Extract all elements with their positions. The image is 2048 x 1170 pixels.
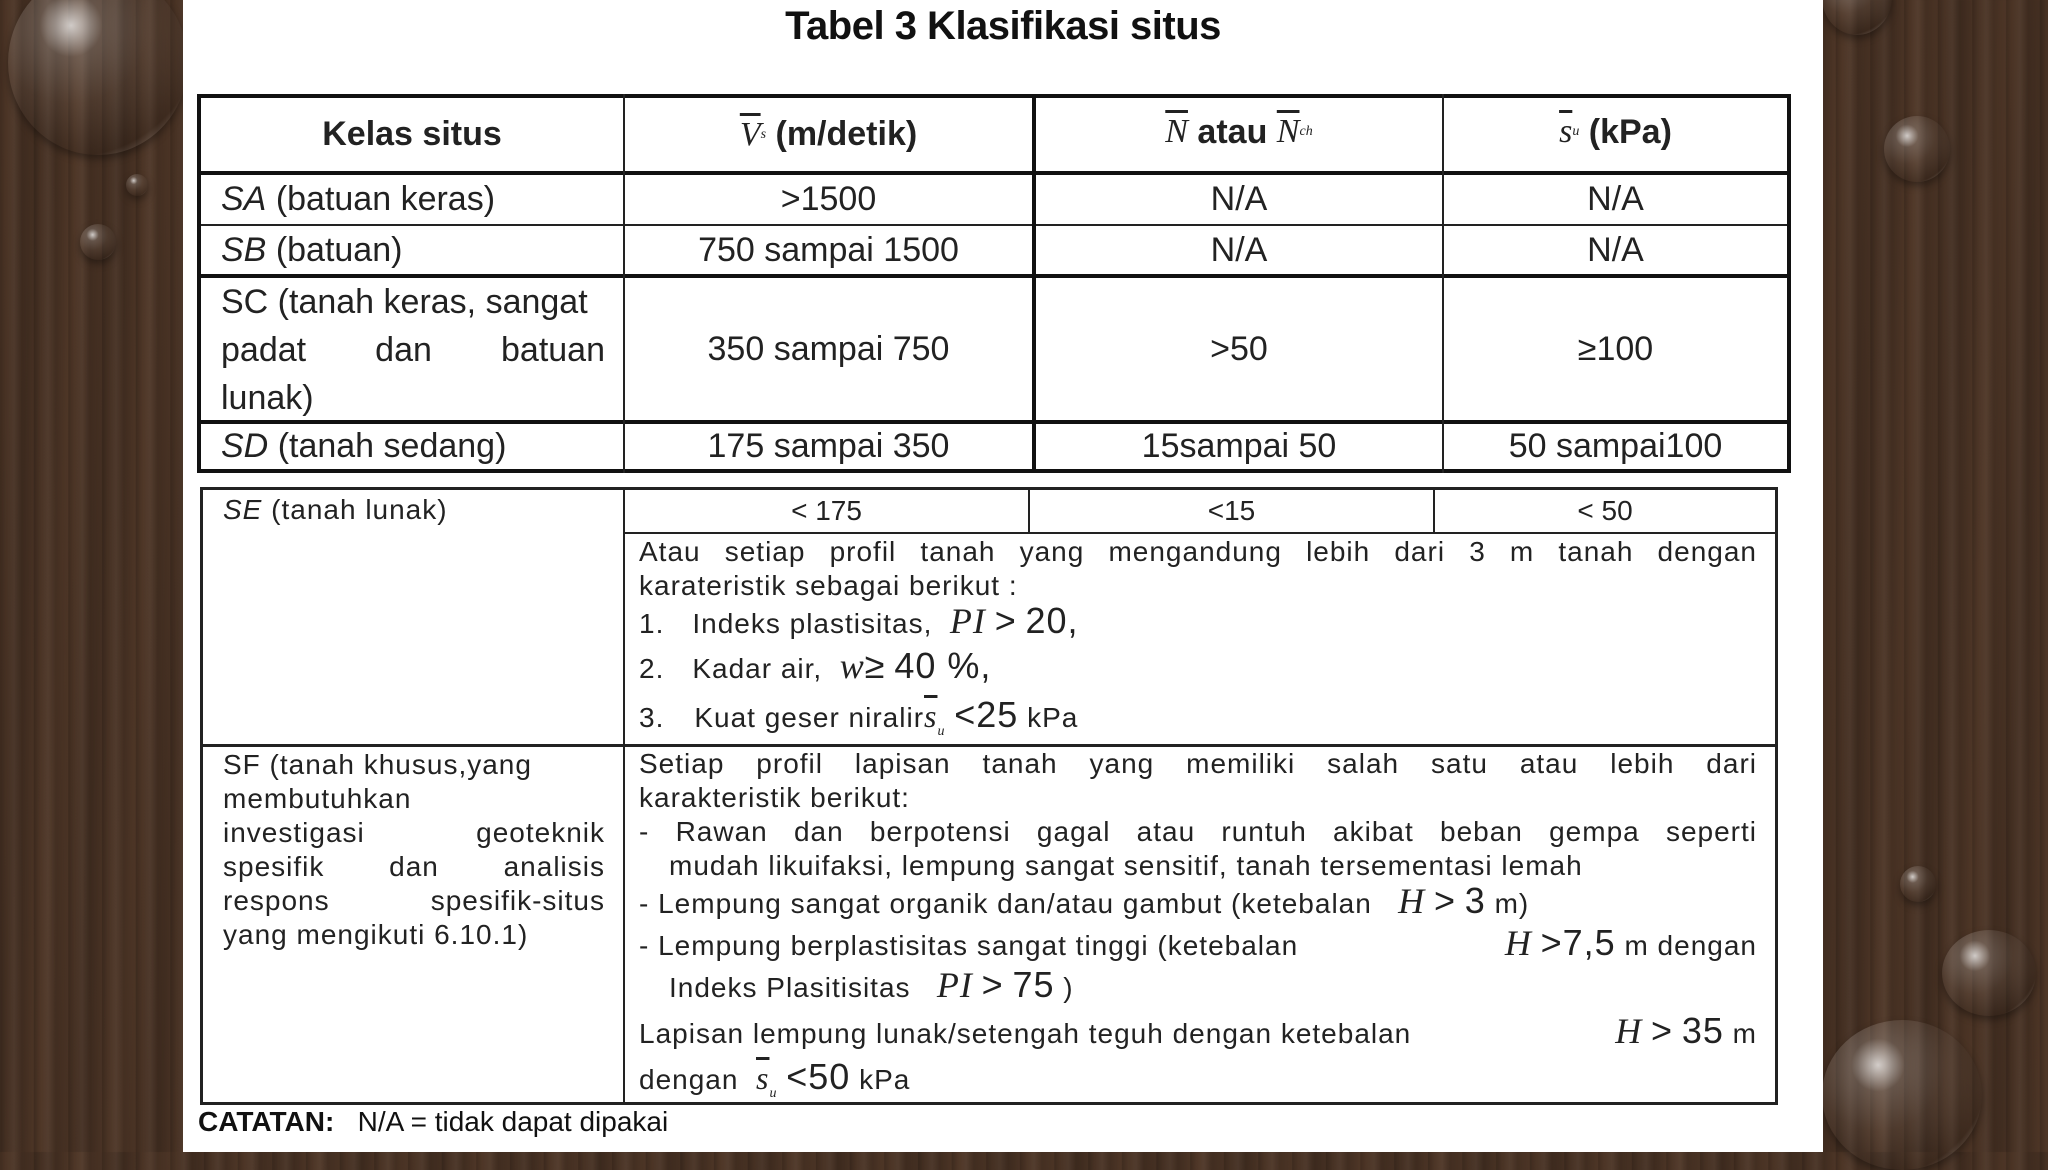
header-n [1036, 98, 1442, 166]
table-footnote [198, 1106, 668, 1138]
water-drop-decoration [126, 174, 148, 196]
sf-bullet-2-text: - Lempung sangat organik dan/atau gambut (ketebalan [639, 888, 1372, 919]
sf-bullet-3b-math: PI [936, 965, 973, 1005]
sf-bullet-3b-close: ) [1063, 972, 1074, 1003]
sf-bullet-2-operator: > [1433, 880, 1456, 921]
row-se-su: < 50 [1577, 495, 1633, 526]
row-sa-n: N/A [1210, 180, 1268, 218]
column-divider [623, 487, 625, 1105]
row-sc-class [221, 278, 605, 422]
row-sf-line1: SF (tanah khusus,yang [223, 749, 532, 780]
table-border [1787, 94, 1791, 473]
water-drop-decoration [1884, 116, 1950, 182]
se-item-3-number: 3. [639, 702, 665, 733]
row-sd-n: 15sampai 50 [1141, 427, 1337, 465]
sf-bullet-2 [639, 880, 1529, 922]
sf-para-4-unit: kPa [859, 1064, 911, 1095]
nch-symbol: $\overline{N}$ [1276, 113, 1300, 150]
nch-subscript: ch [1299, 124, 1313, 139]
row-sc-n: >50 [1210, 329, 1268, 368]
row-sa-su: N/A [1587, 180, 1644, 218]
se-item-1-math: PI [949, 601, 986, 641]
su-subscript: u [1572, 124, 1580, 139]
row-sf-line3: investigasi geoteknik [223, 817, 605, 848]
header-vs [625, 98, 1032, 171]
document-page [183, 0, 1823, 1152]
sf-para-4-subscript: u [769, 1086, 778, 1101]
se-intro-line1: Atau setiap profil tanah yang mengandung lebih dari 3 m tanah dengan [639, 536, 1757, 567]
row-se-class [223, 494, 448, 526]
row-sa-vs: >1500 [780, 180, 877, 218]
row-sb-code: SB [221, 230, 267, 269]
sf-para-3-text: Lapisan lempung lunak/setengah teguh dengan ketebalan [639, 1018, 1412, 1049]
water-drop-decoration [1942, 930, 2036, 1016]
row-sc-line2: padat dan batuan [221, 331, 605, 369]
se-item-3-value: 25 [976, 694, 1019, 735]
vs-unit: (m/detik) [775, 115, 918, 153]
row-sd-su: 50 sampai100 [1508, 427, 1723, 465]
row-sd-desc: (tanah sedang) [277, 427, 507, 465]
row-sc-line1: SC (tanah keras, sangat [221, 283, 588, 321]
se-item-2-operator: ≥ [864, 645, 886, 686]
row-sa-class [201, 175, 623, 224]
sf-bullet-3-math: H [1504, 923, 1532, 963]
sf-bullet-3b [669, 964, 1074, 1006]
sf-para-4-value: 50 [808, 1056, 851, 1097]
n-atau: atau [1197, 112, 1268, 151]
row-sc-su: ≥100 [1577, 329, 1654, 368]
row-sb-vs: 750 sampai 1500 [698, 230, 959, 269]
table-border [1775, 487, 1778, 1105]
footnote-text: N/A = tidak dapat dipakai [357, 1106, 669, 1137]
row-se-desc: (tanah lunak) [271, 494, 448, 525]
sf-para-1: Setiap profil lapisan tanah yang memiliki salah satu atau lebih dari [639, 748, 1757, 779]
sf-para-4-operator: < [786, 1056, 809, 1097]
sf-bullet-3 [639, 922, 1757, 964]
row-divider [200, 744, 1778, 747]
water-drop-decoration [80, 224, 116, 260]
su-symbol: $\overline{s}$ [1559, 113, 1573, 150]
sf-bullet-3b-operator: > [981, 964, 1004, 1005]
row-sc-vs: 350 sampai 750 [707, 329, 950, 368]
row-sd-code: SD [221, 427, 269, 465]
sf-para-4-math: $\overline{s}$ [756, 1060, 770, 1096]
row-sf-class [223, 748, 605, 952]
sf-para-3-value: 35 [1681, 1010, 1724, 1051]
row-sd-vs: 175 sampai 350 [707, 427, 950, 465]
se-item-2-value: 40 %, [894, 645, 992, 686]
se-item-3-text: Kuat geser niralir [694, 702, 925, 733]
row-sb-desc: (batuan) [275, 230, 403, 269]
se-item-1-number: 1. [639, 608, 665, 639]
se-intro-line2: karateristik sebagai berikut : [639, 570, 1018, 601]
table-border [200, 1102, 1778, 1105]
sf-para-3 [639, 1010, 1757, 1052]
table-border [197, 469, 1791, 473]
sf-bullet-3b-value: 75 [1012, 964, 1055, 1005]
se-item-3 [639, 694, 1078, 740]
su-unit: (kPa) [1588, 112, 1672, 151]
se-item-2-math: w [839, 646, 865, 686]
header-site-class: Kelas situs [322, 115, 502, 153]
sf-para-3-unit: m [1732, 1018, 1757, 1049]
sf-para-2: karakteristik berikut: [639, 782, 910, 813]
n-symbol: $\overline{N}$ [1165, 113, 1188, 150]
sf-bullet-3b-text: Indeks Plasitisitas [669, 972, 911, 1003]
sf-para-4 [639, 1056, 910, 1102]
header-su [1444, 98, 1787, 166]
se-item-1-operator: > [994, 600, 1017, 641]
row-sf-line2: membutuhkan [223, 783, 412, 814]
sf-bullet-2-unit: m) [1494, 888, 1530, 919]
water-drop-decoration [8, 0, 188, 155]
sf-bullet-1a: - Rawan dan berpotensi gagal atau runtuh akibat beban gempa seperti [639, 816, 1757, 847]
row-sf-line4: spesifik dan analisis [223, 851, 605, 882]
se-item-3-unit: kPa [1027, 702, 1079, 733]
row-sf-line5: respons spesifik-situs [223, 885, 605, 916]
se-item-2-number: 2. [639, 653, 665, 684]
se-item-2 [639, 645, 991, 687]
sf-bullet-3-operator: > [1540, 922, 1563, 963]
se-item-2-text: Kadar air, [692, 653, 823, 684]
water-drop-decoration [1900, 866, 1936, 902]
se-item-3-math: $\overline{s}$ [924, 698, 938, 734]
water-drop-decoration [1822, 1020, 1982, 1170]
row-sc-line3: lunak) [221, 379, 314, 417]
water-drop-decoration [1822, 0, 1892, 35]
table-title: Tabel 3 Klasifikasi situs [785, 4, 1221, 48]
vs-symbol: $\overline{V}$ [739, 115, 761, 153]
se-item-1-value: 20, [1025, 600, 1079, 641]
sf-para-3-operator: > [1651, 1010, 1674, 1051]
row-sf-line6: yang mengikuti 6.10.1) [223, 919, 529, 950]
sf-bullet-2-math: H [1398, 881, 1426, 921]
table-border [200, 487, 203, 1105]
row-sb-n: N/A [1210, 230, 1268, 269]
sf-para-3-math: H [1615, 1011, 1643, 1051]
row-sd-class [201, 424, 623, 469]
se-item-1-text: Indeks plastisitas, [692, 608, 933, 639]
se-item-3-subscript: u [937, 724, 946, 739]
row-se-vs: < 175 [791, 495, 862, 526]
sf-bullet-3-unit: m dengan [1624, 930, 1757, 961]
se-item-1 [639, 600, 1079, 642]
vs-subscript: s [760, 126, 767, 142]
sf-bullet-1b: mudah likuifaksi, lempung sangat sensitif, tanah tersementasi lemah [669, 850, 1583, 881]
sf-bullet-3-value: 7,5 [1562, 922, 1616, 963]
row-divider [623, 532, 1778, 534]
row-sa-code: SA [221, 180, 267, 218]
se-item-3-operator: < [954, 694, 977, 735]
sf-bullet-2-value: 3 [1464, 880, 1486, 921]
sf-bullet-3-text: - Lempung berplastisitas sangat tinggi (ketebalan [639, 930, 1299, 961]
footnote-label: CATATAN: [198, 1106, 335, 1137]
row-se-code: SE [223, 494, 263, 525]
row-sb-class [201, 226, 623, 274]
row-se-n: <15 [1207, 495, 1256, 526]
sf-para-4-text: dengan [639, 1064, 739, 1095]
row-sb-su: N/A [1587, 230, 1644, 269]
row-sa-desc: (batuan keras) [275, 180, 496, 218]
